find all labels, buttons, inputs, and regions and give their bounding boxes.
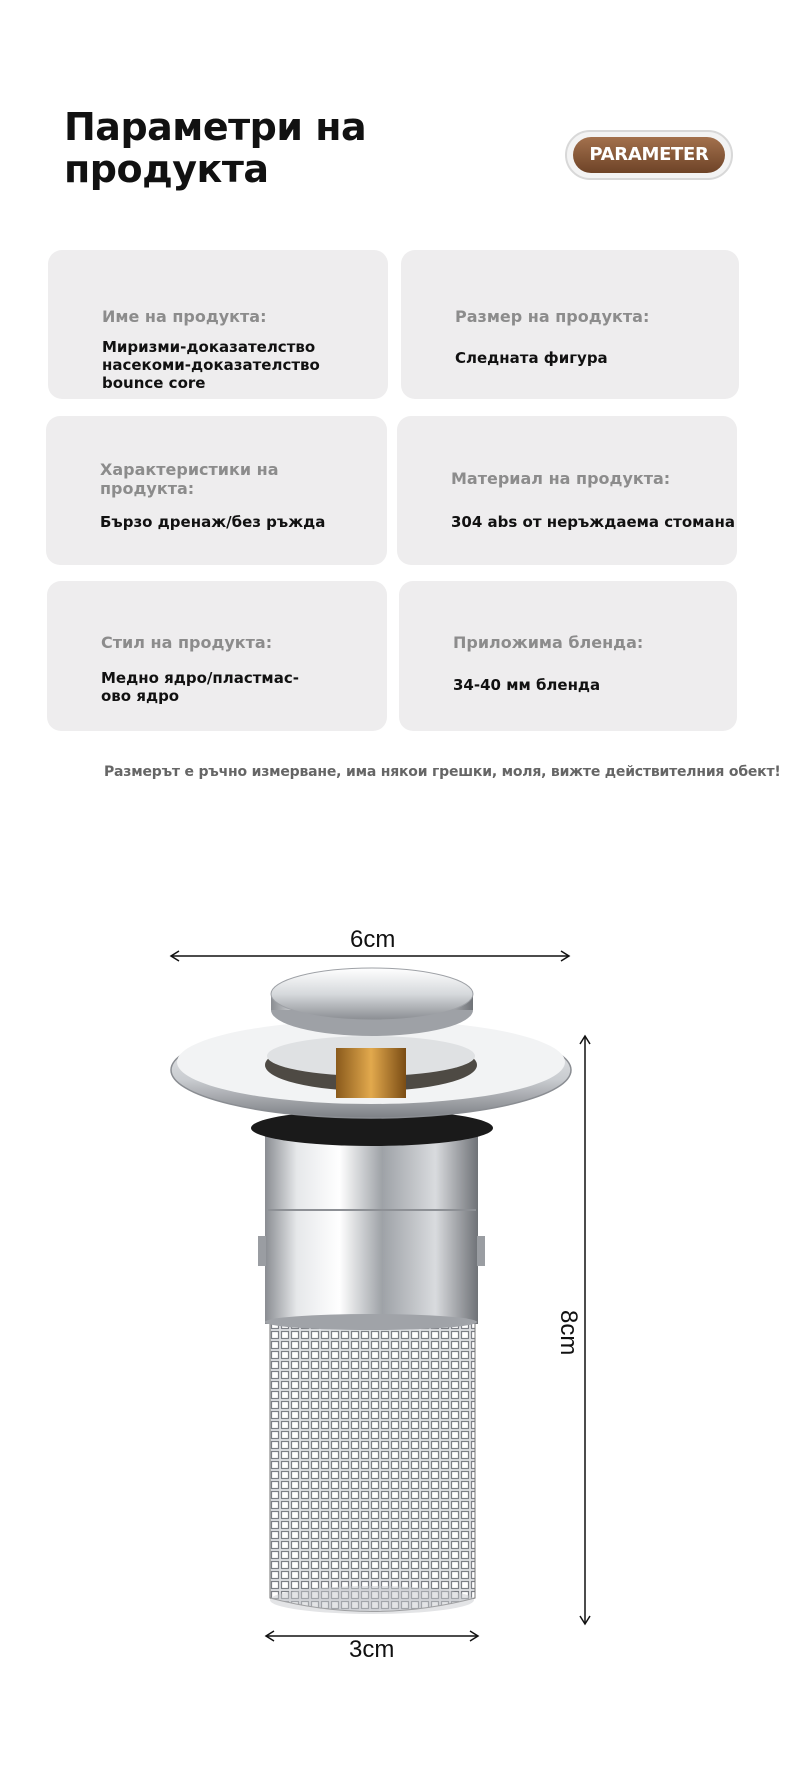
param-label: Име на продукта: (102, 307, 267, 326)
brass-core (336, 1048, 406, 1098)
param-label-line: продукта: (100, 479, 195, 498)
param-value-line: Бързо дренаж/без ръжда (100, 513, 326, 531)
param-value-line: Следната фигура (455, 349, 608, 367)
mesh-basket (270, 1322, 475, 1612)
param-value-line: насекоми-доказателство (102, 356, 320, 374)
param-card-aperture (399, 581, 737, 731)
dimension-top-width: 6cm (350, 926, 396, 953)
param-value-line: Миризми-доказателство (102, 338, 316, 356)
page-title-line-1: Параметри на (64, 105, 367, 149)
param-card-material (397, 416, 737, 565)
parameter-badge (565, 130, 733, 180)
param-label-line: Характеристики на (100, 460, 279, 479)
param-card-style (47, 581, 387, 731)
param-value-line: 34-40 мм бленда (453, 676, 601, 694)
height-arrow (580, 1036, 590, 1624)
parameter-badge-label: PARAMETER (573, 137, 725, 173)
top-width-arrow (171, 951, 569, 961)
param-label: Приложима бленда: (453, 633, 644, 652)
param-card-features (46, 416, 387, 565)
page-title (64, 106, 366, 190)
drain-filter-illustration (0, 900, 790, 1772)
param-value-line: ово ядро (101, 687, 180, 705)
body-tube (265, 1128, 478, 1324)
page-title-line-2: продукта (64, 147, 269, 191)
dimension-height: 8cm (555, 1310, 582, 1356)
measurement-note: Размерът е ръчно измерване, има някои грешки, моля, вижте действителния обект! (104, 764, 781, 780)
bottom-width-arrow (266, 1631, 478, 1641)
param-value-line: bounce core (102, 374, 206, 392)
param-label: Стил на продукта: (101, 633, 273, 652)
dimension-bottom-width: 3cm (349, 1636, 395, 1663)
param-card-product-size (401, 250, 739, 399)
param-label: Размер на продукта: (455, 307, 650, 326)
param-value-line: 304 abs от неръждаема стомана (451, 513, 736, 531)
param-label: Материал на продукта: (451, 469, 671, 488)
param-value-line: Медно ядро/пластмас- (101, 669, 299, 687)
param-card-product-name (48, 250, 388, 399)
